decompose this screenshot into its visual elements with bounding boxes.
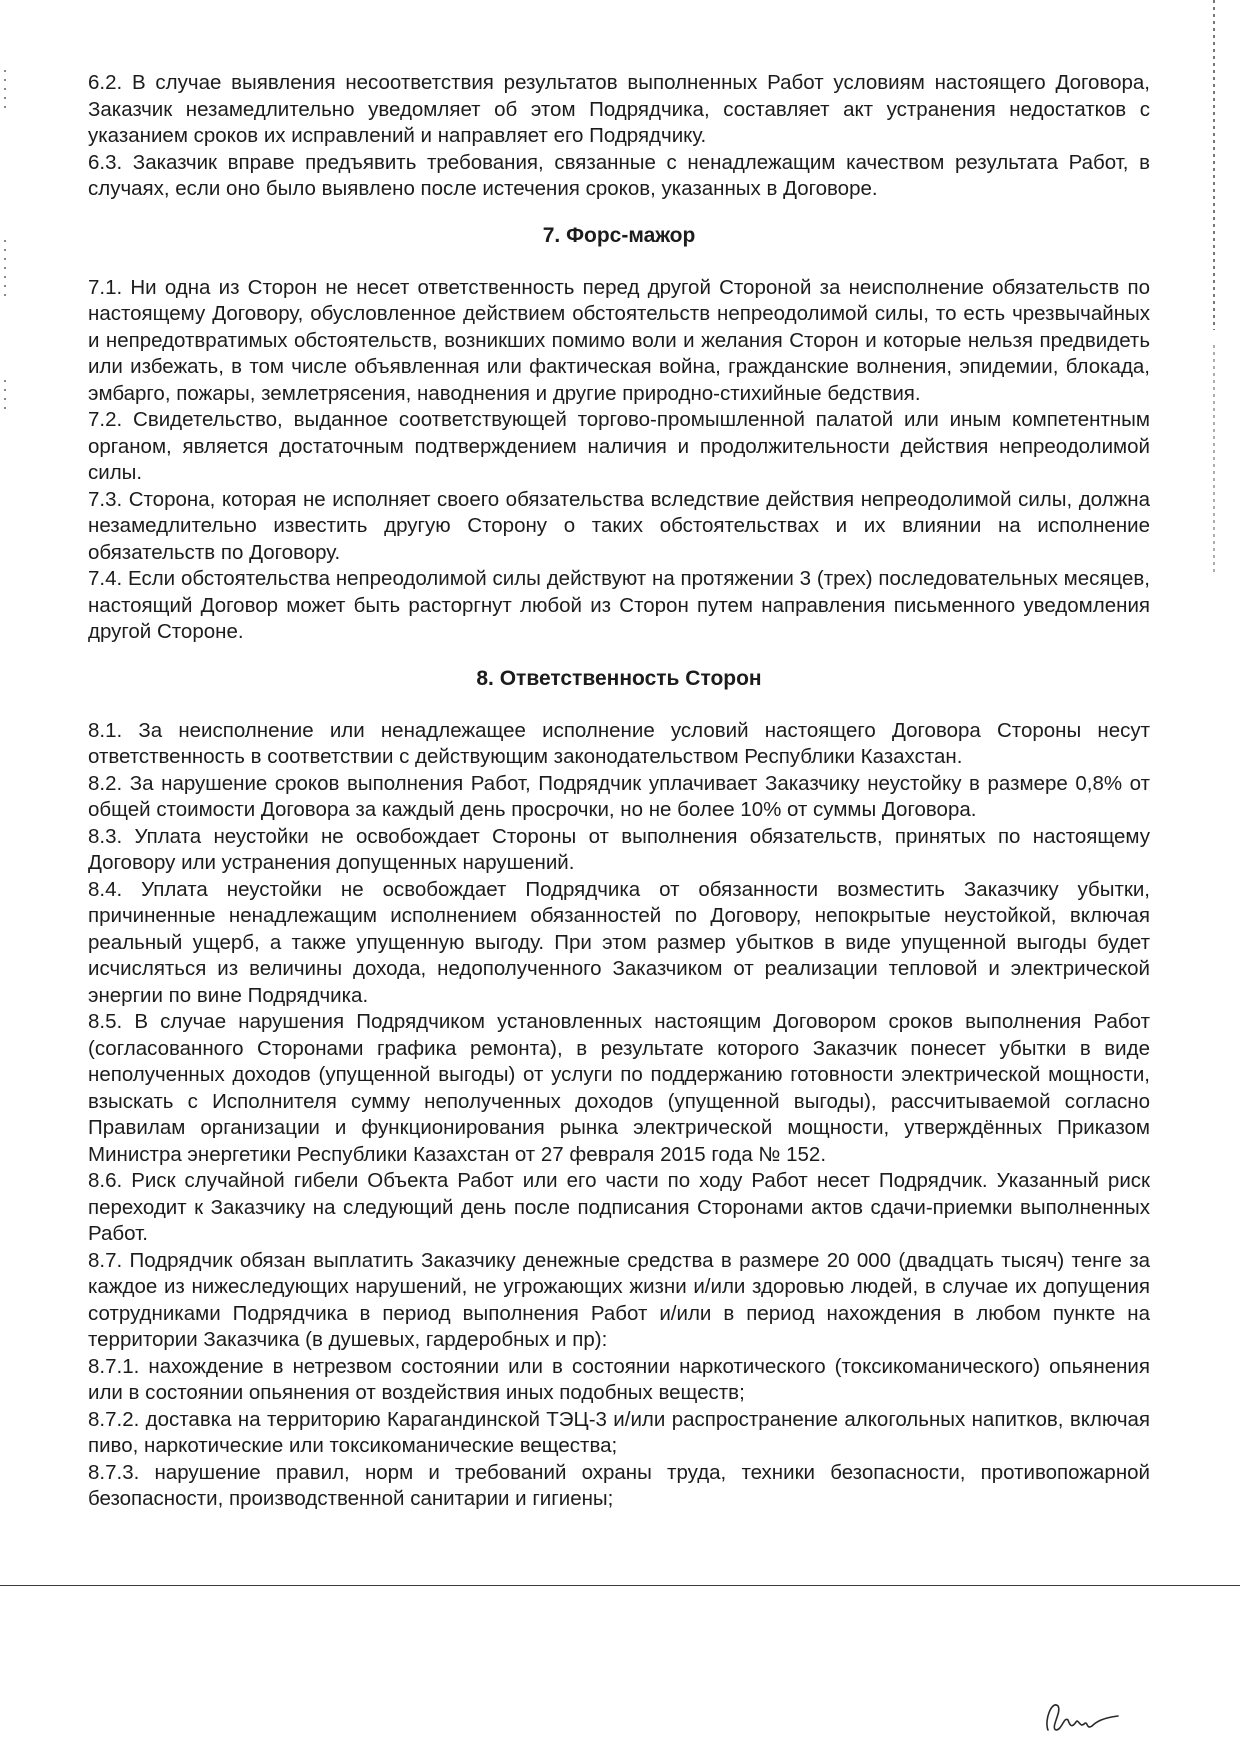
paragraph-7-4: 7.4. Если обстоятельства непреодолимой силы действуют на протяжении 3 (трех) последовательных месяцев, настоящий Договор может быть расторгнут любой из Сторон путем направления письменного уведомления другой Стороне. — [88, 567, 1150, 643]
paragraph-8-3: 8.3. Уплата неустойки не освобождает Стороны от выполнения обязательств, принятых по настоящему Договору или устранения допущенных нарушений. — [88, 824, 1150, 874]
paragraph-8-7: 8.7. Подрядчик обязан выплатить Заказчику денежные средства в размере 20 000 (двадцать тысяч) тенге за каждое из нижеследующих нарушений, не угрожающих жизни и/или здоровью людей, в случае их допущения сотрудниками Подрядчика в период выполнения Работ и/или в период нахождения в любом пункте на территории Заказчика (в душевых, гардеробных и пр): — [88, 1248, 1150, 1351]
footer-rule — [0, 1585, 1240, 1586]
paragraph-7-3: 7.3. Сторона, которая не исполняет своего обязательства вследствие действия непреодолимой силы, должна незамедлительно известить другую Сторону о таких обстоятельствах и их влиянии на исполнение обязательств по Договору. — [88, 487, 1150, 564]
paragraph-8-7-3: 8.7.3. нарушение правил, норм и требований охраны труда, техники безопасности, противопожарной безопасности, производственной санитарии и гигиены; — [88, 1460, 1150, 1510]
paragraph-8-4: 8.4. Уплата неустойки не освобождает Подрядчика от обязанности возместить Заказчику убытки, причиненные ненадлежащим исполнением обязанностей по Договору, непокрытые неустойкой, включая реальный ущерб, а также упущенную выгоду. При этом размер убытков в виде упущенной выгоды будет исчисляться из величины дохода, недополученного Заказчиком от реализации тепловой и электрической энергии по вине Подрядчика. — [88, 877, 1150, 1007]
document-page — [88, 70, 1150, 1513]
scan-edge-mark — [1213, 0, 1215, 330]
scan-edge-mark — [4, 70, 6, 110]
scan-edge-mark — [1213, 345, 1215, 575]
paragraph-7-2: 7.2. Свидетельство, выданное соответствующей торгово-промышленной палатой или иным компетентным органом, является достаточным подтверждением наличия и продолжительности действия непреодолимой силы. — [88, 408, 1150, 484]
paragraph-8-2: 8.2. За нарушение сроков выполнения Работ, Подрядчик уплачивает Заказчику неустойку в размере 0,8% от общей стоимости Договора за каждый день просрочки, но не более 10% от суммы Договора. — [88, 771, 1150, 821]
section-7-heading: 7. Форс-мажор — [542, 223, 696, 247]
paragraph-6-3: 6.3. Заказчик вправе предъявить требования, связанные с ненадлежащим качеством результата Работ, в случаях, если оно было выявлено после истечения сроков, указанных в Договоре. — [88, 150, 1150, 200]
paragraph-8-7-2: 8.7.2. доставка на территорию Карагандинской ТЭЦ-3 и/или распространение алкогольных напитков, включая пиво, наркотические или токсикоманические вещества; — [88, 1407, 1150, 1457]
scan-edge-mark — [4, 380, 6, 410]
paragraph-8-7-1: 8.7.1. нахождение в нетрезвом состоянии или в состоянии наркотического (токсикоманического) опьянения или в состоянии опьянения от воздействия иных подобных веществ; — [88, 1354, 1150, 1404]
paragraph-6-2: 6.2. В случае выявления несоответствия результатов выполненных Работ условиям настоящего Договора, Заказчик незамедлительно уведомляет об этом Подрядчика, составляет акт устранения недостатков с указанием сроков их исправлений и направляет его Подрядчику. — [88, 71, 1150, 147]
paragraph-8-6: 8.6. Риск случайной гибели Объекта Работ или его части по ходу Работ несет Подрядчик. Указанный риск переходит к Заказчику на следующий день после подписания Сторонами актов сдачи-приемки выполненных Работ. — [88, 1169, 1150, 1245]
paragraph-8-1: 8.1. За неисполнение или ненадлежащее исполнение условий настоящего Договора Стороны несут ответственность в соответствии с действующим законодательством Республики Казахстан. — [88, 718, 1150, 768]
paragraph-7-1: 7.1. Ни одна из Сторон не несет ответственность перед другой Стороной за неисполнение обязательств по настоящему Договору, обусловленное действием обстоятельств непреодолимой силы, то есть чрезвычайных и непредотвратимых обстоятельств, возникших помимо воли и желания Сторон и которые нельзя предвидеть или избежать, в том числе объявленная или фактическая война, гражданские волнения, эпидемии, блокада, эмбарго, пожары, землетрясения, наводнения и другие природно-стихийные бедствия. — [88, 275, 1150, 405]
section-8-heading: 8. Ответственность Сторон — [476, 666, 762, 690]
paragraph-8-5: 8.5. В случае нарушения Подрядчиком установленных настоящим Договором сроков выполнения Работ (согласованного Сторонами графика ремонта), в результате которого Заказчик понесет убытки в виде неполученных доходов (упущенной выгоды) от услуги по поддержанию готовности электрической мощности, взыскать с Исполнителя сумму неполученных доходов (упущенной выгоды), рассчитываемой согласно Правилам организации и функционирования рынка электрической мощности, утверждённых Приказом Министра энергетики Республики Казахстан от 27 февраля 2015 года № 152. — [88, 1010, 1150, 1166]
scan-edge-mark — [4, 240, 6, 300]
signature-initials — [1040, 1690, 1130, 1736]
